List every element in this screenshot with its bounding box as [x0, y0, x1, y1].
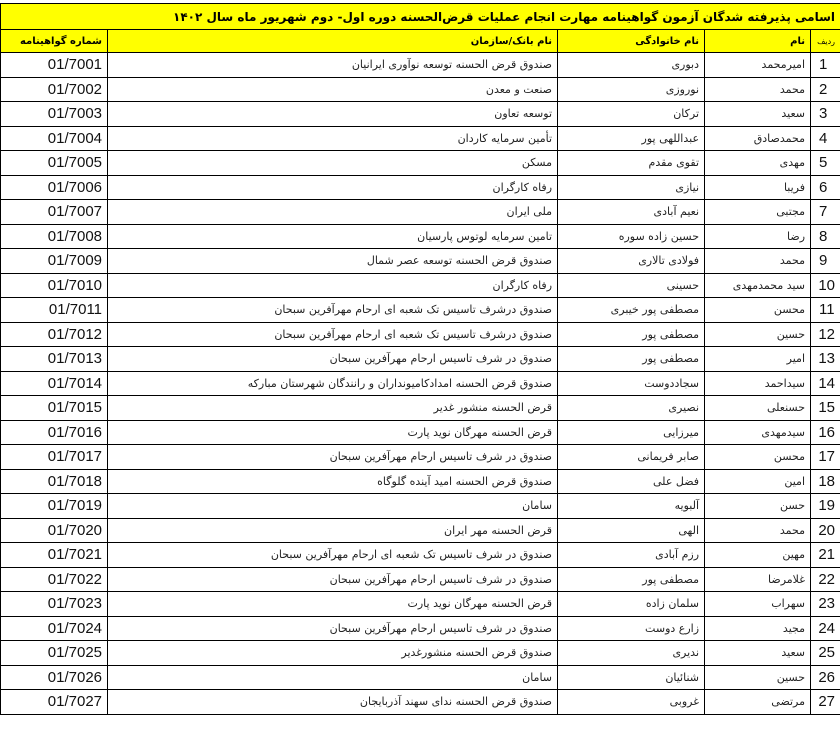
organization-cell: صندوق قرض الحسنه توسعه نوآوری ایرانیان [108, 53, 558, 78]
first-name-cell: فریبا [705, 175, 811, 200]
table-row [1, 371, 840, 396]
first-name-cell: مرتضی [705, 690, 811, 715]
last-name-cell: الهی [558, 518, 705, 543]
last-name-cell: سلمان زاده [558, 592, 705, 617]
certificate-number-cell: 01/7012 [1, 322, 108, 347]
last-name-cell: صابر فریمانی [558, 445, 705, 470]
certificate-number-cell: 01/7002 [1, 77, 108, 102]
first-name-cell: امین [705, 469, 811, 494]
table-row [1, 396, 840, 421]
first-name-cell: محمد [705, 249, 811, 274]
last-name-cell: نصیری [558, 396, 705, 421]
row-index: 9 [811, 249, 840, 274]
last-name-cell: نوروزی [558, 77, 705, 102]
row-index: 14 [811, 371, 840, 396]
last-name-cell: مصطفی پور خیبری [558, 298, 705, 323]
row-index: 13 [811, 347, 840, 372]
first-name-cell: سعید [705, 641, 811, 666]
organization-cell: صندوق قرض الحسنه ندای سهند آذربایجان [108, 690, 558, 715]
last-name-cell: فولادی تالاری [558, 249, 705, 274]
organization-cell: رفاه کارگران [108, 273, 558, 298]
row-index: 4 [811, 126, 840, 151]
header-last-name: نام خانوادگی [558, 30, 705, 53]
row-index: 6 [811, 175, 840, 200]
table-row [1, 690, 840, 715]
last-name-cell: دبوری [558, 53, 705, 78]
first-name-cell: سهراب [705, 592, 811, 617]
last-name-cell: آلبویه [558, 494, 705, 519]
first-name-cell: سیدمهدی [705, 420, 811, 445]
first-name-cell: حسنعلی [705, 396, 811, 421]
first-name-cell: حسین [705, 322, 811, 347]
first-name-cell: حسن [705, 494, 811, 519]
certificate-number-cell: 01/7013 [1, 347, 108, 372]
table-row [1, 126, 840, 151]
table-row [1, 592, 840, 617]
row-index: 7 [811, 200, 840, 225]
table-row [1, 322, 840, 347]
organization-cell: صندوق قرض الحسنه توسعه عصر شمال [108, 249, 558, 274]
organization-cell: صندوق در شرف تاسیس ارحام مهرآفرین سبحان [108, 347, 558, 372]
certificate-number-cell: 01/7003 [1, 102, 108, 127]
table-row [1, 543, 840, 568]
row-index: 17 [811, 445, 840, 470]
first-name-cell: سعید [705, 102, 811, 127]
sheet-title: اسامی پذیرفته شدگان آزمون گواهینامه مهارت انجام عملیات قرض‌الحسنه دوره اول- دوم شهریور ماه سال ۱۴۰۲ [1, 4, 840, 30]
certificate-number-cell: 01/7004 [1, 126, 108, 151]
organization-cell: قرض الحسنه مهرگان نوید پارت [108, 592, 558, 617]
last-name-cell: میرزایی [558, 420, 705, 445]
last-name-cell: حسین زاده سوره [558, 224, 705, 249]
table-row [1, 347, 840, 372]
row-index: 25 [811, 641, 840, 666]
table-row [1, 420, 840, 445]
certificate-number-cell: 01/7005 [1, 151, 108, 176]
table-row [1, 175, 840, 200]
certificate-number-cell: 01/7001 [1, 53, 108, 78]
row-index: 23 [811, 592, 840, 617]
last-name-cell: غروبی [558, 690, 705, 715]
last-name-cell: ترکان [558, 102, 705, 127]
table-row [1, 298, 840, 323]
organization-cell: صندوق قرض الحسنه منشورغدیر [108, 641, 558, 666]
row-index: 1 [811, 53, 840, 78]
last-name-cell: سجاددوست [558, 371, 705, 396]
last-name-cell: حسینی [558, 273, 705, 298]
certificate-number-cell: 01/7016 [1, 420, 108, 445]
header-index: ردیف [811, 30, 840, 53]
organization-cell: صندوق قرض الحسنه امید آینده گلوگاه [108, 469, 558, 494]
certificate-number-cell: 01/7017 [1, 445, 108, 470]
table-row [1, 273, 840, 298]
organization-cell: سامان [108, 494, 558, 519]
row-index: 12 [811, 322, 840, 347]
header-organization: نام بانک/سازمان [108, 30, 558, 53]
last-name-cell: رزم آبادی [558, 543, 705, 568]
last-name-cell: مصطفی پور [558, 347, 705, 372]
certificate-number-cell: 01/7010 [1, 273, 108, 298]
last-name-cell: فضل علی [558, 469, 705, 494]
first-name-cell: محمد [705, 518, 811, 543]
organization-cell: صندوق درشرف تاسیس تک شعبه ای ارحام مهرآفرین سبحان [108, 322, 558, 347]
organization-cell: تأمین سرمایه کاردان [108, 126, 558, 151]
row-index: 27 [811, 690, 840, 715]
first-name-cell: محسن [705, 298, 811, 323]
table-row [1, 224, 840, 249]
row-index: 3 [811, 102, 840, 127]
table-row [1, 249, 840, 274]
first-name-cell: غلامرضا [705, 567, 811, 592]
header-certificate-number: شماره گواهینامه [1, 30, 108, 53]
last-name-cell: عبداللهی پور [558, 126, 705, 151]
table-row [1, 53, 840, 78]
first-name-cell: محمد [705, 77, 811, 102]
certificate-number-cell: 01/7014 [1, 371, 108, 396]
certificate-number-cell: 01/7022 [1, 567, 108, 592]
organization-cell: قرض الحسنه منشور غدیر [108, 396, 558, 421]
row-index: 24 [811, 616, 840, 641]
organization-cell: ملی ایران [108, 200, 558, 225]
table-row [1, 494, 840, 519]
table-row [1, 151, 840, 176]
organization-cell: صنعت و معدن [108, 77, 558, 102]
header-first-name: نام [705, 30, 811, 53]
row-index: 15 [811, 396, 840, 421]
row-index: 22 [811, 567, 840, 592]
organization-cell: مسکن [108, 151, 558, 176]
table-row [1, 200, 840, 225]
first-name-cell: حسین [705, 665, 811, 690]
certificate-number-cell: 01/7018 [1, 469, 108, 494]
organization-cell: قرض الحسنه مهر ایران [108, 518, 558, 543]
certificate-number-cell: 01/7008 [1, 224, 108, 249]
first-name-cell: محسن [705, 445, 811, 470]
first-name-cell: امیر [705, 347, 811, 372]
certificate-number-cell: 01/7015 [1, 396, 108, 421]
first-name-cell: محمدصادق [705, 126, 811, 151]
row-index: 26 [811, 665, 840, 690]
row-index: 18 [811, 469, 840, 494]
row-index: 10 [811, 273, 840, 298]
first-name-cell: مجید [705, 616, 811, 641]
row-index: 19 [811, 494, 840, 519]
organization-cell: صندوق در شرف تاسیس ارحام مهرآفرین سبحان [108, 445, 558, 470]
table-row [1, 616, 840, 641]
last-name-cell: تقوی مقدم [558, 151, 705, 176]
certificate-number-cell: 01/7025 [1, 641, 108, 666]
header-row [1, 30, 840, 53]
organization-cell: صندوق در شرف تاسیس ارحام مهرآفرین سبحان [108, 616, 558, 641]
first-name-cell: سید محمدمهدی [705, 273, 811, 298]
certificate-number-cell: 01/7026 [1, 665, 108, 690]
last-name-cell: ندیری [558, 641, 705, 666]
certificate-number-cell: 01/7011 [1, 298, 108, 323]
first-name-cell: مجتبی [705, 200, 811, 225]
certificate-number-cell: 01/7007 [1, 200, 108, 225]
organization-cell: رفاه کارگران [108, 175, 558, 200]
organization-cell: قرض الحسنه مهرگان نوید پارت [108, 420, 558, 445]
certificate-number-cell: 01/7019 [1, 494, 108, 519]
last-name-cell: نعیم آبادی [558, 200, 705, 225]
organization-cell: صندوق قرض الحسنه امدادکامیونداران و رانندگان شهرستان مبارکه [108, 371, 558, 396]
organization-cell: توسعه تعاون [108, 102, 558, 127]
table-row [1, 518, 840, 543]
row-index: 2 [811, 77, 840, 102]
table-row [1, 102, 840, 127]
first-name-cell: امیرمحمد [705, 53, 811, 78]
title-row [1, 4, 840, 30]
certificate-number-cell: 01/7023 [1, 592, 108, 617]
row-index: 11 [811, 298, 840, 323]
organization-cell: صندوق در شرف تاسیس ارحام مهرآفرین سبحان [108, 567, 558, 592]
last-name-cell: مصطفی پور [558, 322, 705, 347]
first-name-cell: مهدی [705, 151, 811, 176]
certificate-holders-table [0, 3, 840, 715]
last-name-cell: نیازی [558, 175, 705, 200]
row-index: 8 [811, 224, 840, 249]
organization-cell: تامین سرمایه لوتوس پارسیان [108, 224, 558, 249]
last-name-cell: مصطفی پور [558, 567, 705, 592]
organization-cell: سامان [108, 665, 558, 690]
certificate-number-cell: 01/7027 [1, 690, 108, 715]
certificate-number-cell: 01/7021 [1, 543, 108, 568]
certificate-number-cell: 01/7006 [1, 175, 108, 200]
certificate-number-cell: 01/7024 [1, 616, 108, 641]
last-name-cell: زارع دوست [558, 616, 705, 641]
organization-cell: صندوق در شرف تاسیس تک شعبه ای ارحام مهرآفرین سبحان [108, 543, 558, 568]
row-index: 20 [811, 518, 840, 543]
table-row [1, 445, 840, 470]
last-name-cell: شنائیان [558, 665, 705, 690]
first-name-cell: رضا [705, 224, 811, 249]
row-index: 21 [811, 543, 840, 568]
table-row [1, 469, 840, 494]
first-name-cell: سیداحمد [705, 371, 811, 396]
certificate-number-cell: 01/7020 [1, 518, 108, 543]
table-row [1, 665, 840, 690]
table-row [1, 77, 840, 102]
table-row [1, 641, 840, 666]
certificate-number-cell: 01/7009 [1, 249, 108, 274]
organization-cell: صندوق درشرف تاسیس تک شعبه ای ارحام مهرآفرین سبحان [108, 298, 558, 323]
table-row [1, 567, 840, 592]
row-index: 16 [811, 420, 840, 445]
row-index: 5 [811, 151, 840, 176]
first-name-cell: مهین [705, 543, 811, 568]
